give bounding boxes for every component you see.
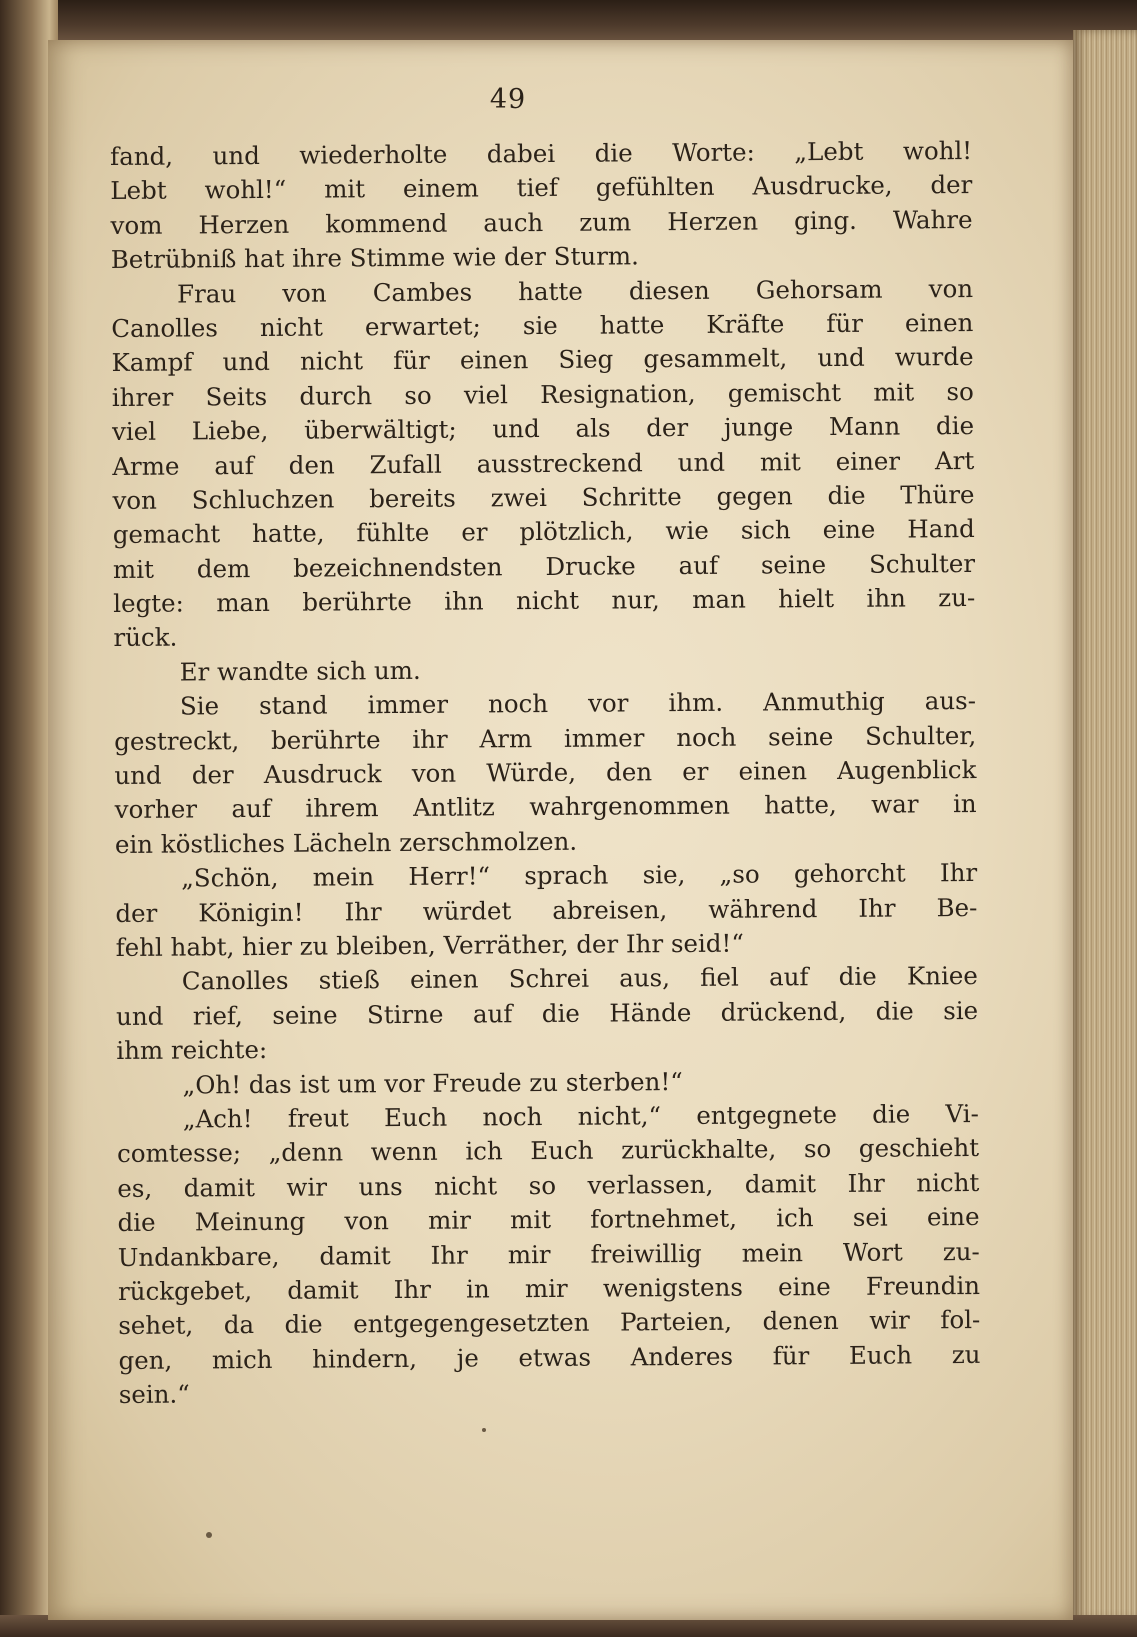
text-line: Canolles nicht erwartet; sie hatte Kräfte für einen: [111, 307, 974, 343]
text-line: Er wandte sich um.: [179, 655, 421, 687]
page-number: 49: [489, 84, 527, 115]
text-line: Kampf und nicht für einen Sieg gesammelt, und wurde: [111, 342, 974, 378]
page-fore-edge: [1073, 30, 1137, 1620]
text-line: viel Liebe, überwältigt; und als der junge Mann die: [111, 411, 975, 447]
text-line: fehl habt, hier zu bleiben, Verräther, der Ihr seid!“: [115, 928, 744, 962]
text-line: comtesse; „denn wenn ich Euch zurückhalte, so geschieht: [116, 1133, 980, 1169]
text-line: es, damit wir uns nicht so verlassen, damit Ihr nicht: [117, 1167, 980, 1203]
book-top-edge: [0, 0, 1137, 42]
text-line: vom Herzen kommend auch zum Herzen ging. Wahre: [110, 204, 973, 240]
text-line: ein köstliches Lächeln zerschmolzen.: [114, 826, 578, 859]
text-line: der Königin! Ihr würdet abreisen, während Ihr Be-: [115, 892, 978, 928]
text-line: Undankbare, damit Ihr mir freiwillig mein Wort zu-: [117, 1236, 980, 1272]
text-line: fand, und wiederholte dabei die Worte: „Lebt wohl!: [110, 135, 973, 171]
paper-speck: [482, 1428, 486, 1432]
text-line: Canolles stieß einen Schrei aus, fiel auf die Kniee: [181, 961, 978, 996]
paper-speck: [206, 1532, 212, 1538]
text-line: gemacht hatte, fühlte er plötzlich, wie sich eine Hand: [112, 514, 975, 550]
text-line: vorher auf ihrem Antlitz wahrgenommen hatte, war in: [114, 789, 977, 825]
text-line: gestreckt, berührte ihr Arm immer noch seine Schulter,: [114, 720, 977, 756]
text-line: sehet, da die entgegengesetzten Parteien, denen wir fol-: [118, 1305, 981, 1341]
text-line: „Oh! das ist um vor Freude zu sterben!“: [182, 1066, 683, 1100]
text-line: ihm reichte:: [116, 1035, 268, 1066]
text-line: Sie stand immer noch vor ihm. Anmuthig aus-: [179, 686, 977, 721]
text-line: rück.: [113, 623, 178, 653]
text-line: Frau von Cambes hatte diesen Gehorsam von: [176, 273, 974, 309]
text-line: ihrer Seits durch so viel Resignation, gemischt mit so: [111, 376, 974, 412]
text-line: die Meinung von mir mit fortnehmet, ich sei eine: [117, 1202, 980, 1238]
text-line: gen, mich hindern, je etwas Anderes für Euch zu: [118, 1339, 981, 1375]
text-line: rückgebet, damit Ihr in mir wenigstens eine Freundin: [117, 1270, 981, 1306]
text-line: „Schön, mein Herr!“ sprach sie, „so gehorcht Ihr: [181, 858, 978, 893]
text-line: und der Ausdruck von Würde, den er einen Augenblick: [114, 754, 977, 791]
text-line: Betrübniß hat ihre Stimme wie der Sturm.: [110, 241, 639, 275]
book-page: [48, 40, 1073, 1620]
page-text-block: [110, 134, 981, 1412]
text-line: Arme auf den Zufall ausstreckend und mit einer Art: [112, 445, 975, 481]
text-line: mit dem bezeichnendsten Drucke auf seine Schulter: [112, 548, 976, 584]
text-line: sein.“: [118, 1379, 190, 1410]
text-line: von Schluchzen bereits zwei Schritte gegen die Thüre: [112, 479, 975, 515]
text-line: Lebt wohl!“ mit einem tief gefühlten Ausdrucke, der: [110, 170, 973, 206]
text-line: „Ach! freut Euch noch nicht,“ entgegnete die Vi-: [182, 1098, 979, 1134]
text-line: legte: man berührte ihn nicht nur, man hielt ihn zu-: [113, 583, 976, 619]
text-line: und rief, seine Stirne auf die Hände drückend, die sie: [116, 995, 979, 1031]
